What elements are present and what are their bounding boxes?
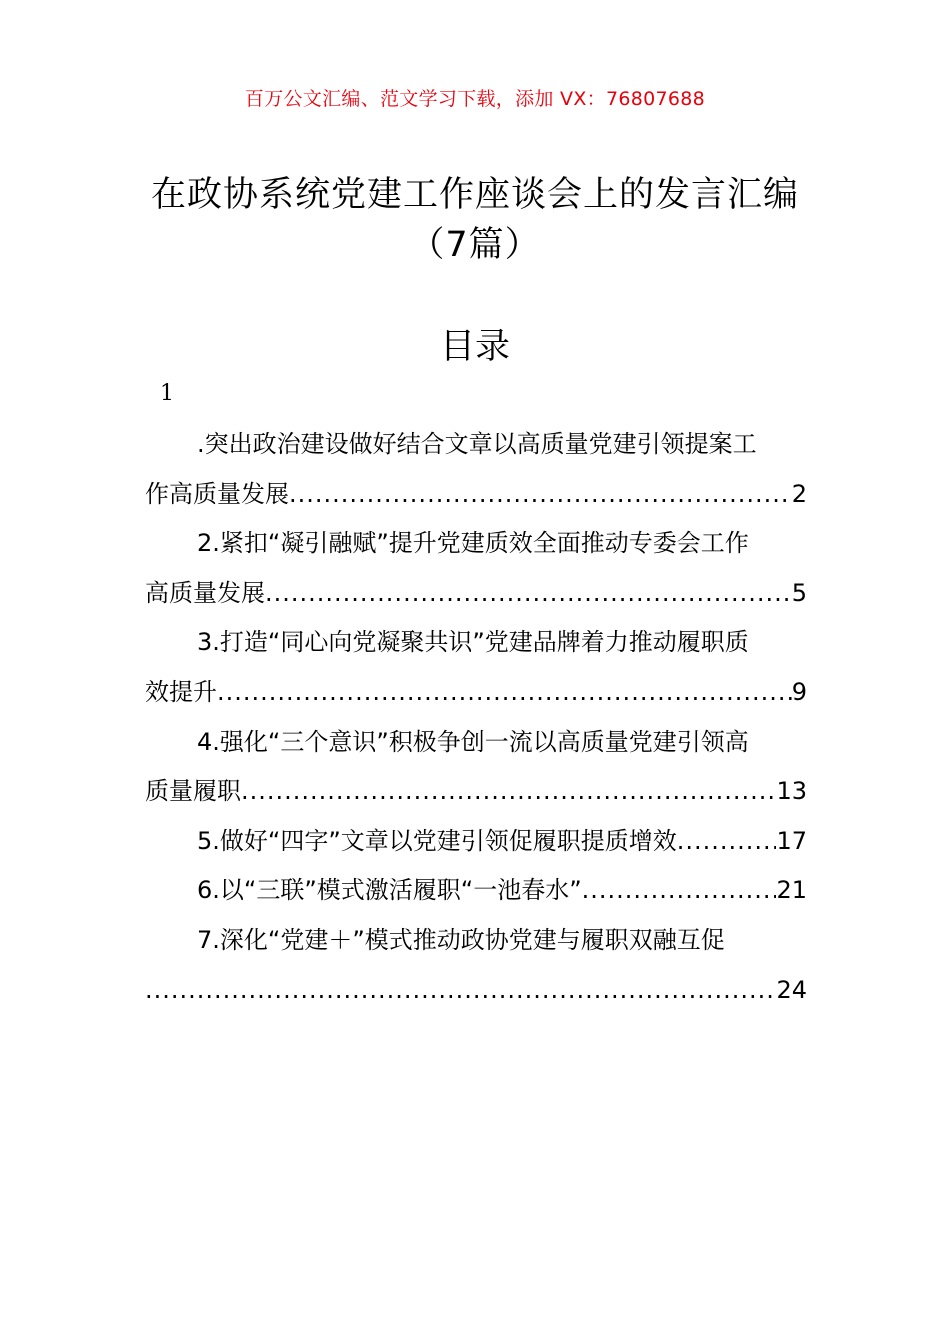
- document-title: [0, 170, 950, 270]
- toc-entry-3-line-1[interactable]: 3.打造“同心向党凝聚共识”党建品牌着力推动履职质: [197, 628, 749, 657]
- dot-leader: [289, 470, 792, 520]
- toc-entry-3-line-2[interactable]: [145, 668, 807, 718]
- toc-entry-3-title-end: 效提升: [145, 677, 217, 706]
- document-title-line-1: 在政协系统党建工作座谈会上的发言汇编: [150, 175, 799, 215]
- page-marker: 1: [160, 381, 174, 406]
- dot-leader: [217, 668, 792, 718]
- dot-leader: [265, 569, 792, 619]
- toc-entry-1-page: 2: [791, 479, 807, 508]
- toc-entry-7-line-1[interactable]: 7.深化“党建＋”模式推动政协党建与履职双融互促: [197, 925, 725, 954]
- toc-entry-6-title: 6.以“三联”模式激活履职“一池春水”: [197, 876, 582, 905]
- dot-leader: [677, 817, 777, 867]
- dot-leader: [241, 767, 776, 817]
- toc-entry-7-line-2[interactable]: [145, 966, 807, 1016]
- header-note: 百万公文汇编、范文学习下载，添加 VX：76807688: [244, 88, 706, 110]
- toc-entry-3-page: 9: [791, 677, 807, 706]
- toc-entry-2-line-1[interactable]: 2.紧扣“凝引融赋”提升党建质效全面推动专委会工作: [197, 529, 749, 558]
- dot-leader: [145, 966, 776, 1016]
- dot-leader: [582, 866, 777, 916]
- toc-entry-5-title: 5.做好“四字”文章以党建引领促履职提质增效: [197, 826, 677, 855]
- toc-entry-6[interactable]: [145, 866, 807, 916]
- toc-entry-2-page: 5: [791, 578, 807, 607]
- toc-entry-4-line-2[interactable]: [145, 767, 807, 817]
- table-of-contents: [145, 420, 807, 1015]
- document-title-line-2: （7篇）: [409, 225, 541, 265]
- toc-entry-4-title-end: 质量履职: [145, 777, 241, 806]
- toc-entry-6-page: 21: [776, 876, 807, 905]
- toc-entry-4-line-1[interactable]: 4.强化“三个意识”积极争创一流以高质量党建引领高: [197, 727, 749, 756]
- toc-entry-1-title-end: 作高质量发展: [145, 479, 289, 508]
- toc-heading: 目录: [439, 327, 510, 367]
- toc-entry-2-title-end: 高质量发展: [145, 578, 265, 607]
- toc-entry-1-line-2[interactable]: [145, 470, 807, 520]
- toc-entry-2-line-2[interactable]: [145, 569, 807, 619]
- toc-entry-7-page: 24: [776, 975, 807, 1004]
- toc-entry-5-page: 17: [776, 826, 807, 855]
- toc-entry-5[interactable]: [145, 817, 807, 867]
- toc-entry-4-page: 13: [776, 777, 807, 806]
- toc-entry-1-line-1[interactable]: .突出政治建设做好结合文章以高质量党建引领提案工: [197, 430, 757, 458]
